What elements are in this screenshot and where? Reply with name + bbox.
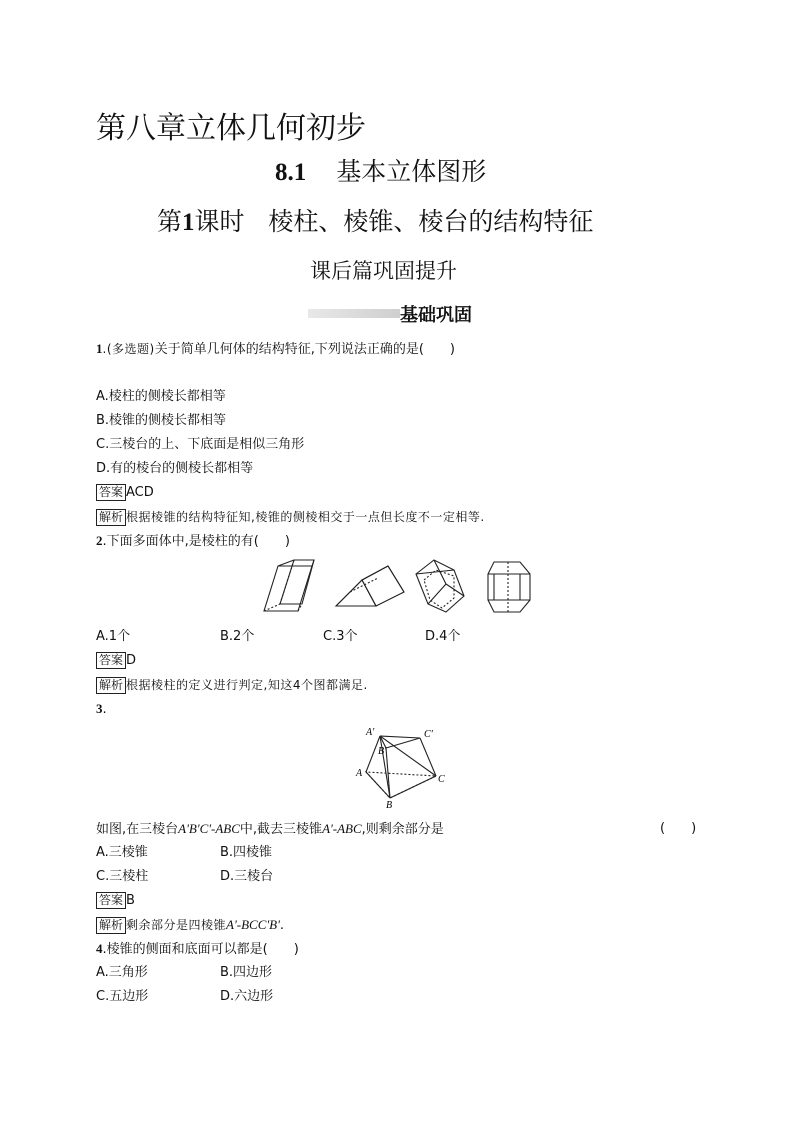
q4-text: .棱锥的侧面和底面可以都是( ) xyxy=(102,942,299,957)
triangular-prism-figure xyxy=(336,566,404,606)
q2-option-a: A.1个 xyxy=(96,629,131,644)
lesson-number: 1 xyxy=(182,209,195,236)
q1-analysis-text: 根据棱锥的结构特征知,棱锥的侧棱相交于一点但长度不一定相等. xyxy=(126,510,485,524)
q3-option-c: C.三棱柱 xyxy=(96,869,149,884)
q3-number-dot: . xyxy=(102,702,107,717)
chapter-title: 第八章立体几何初步 xyxy=(96,111,366,146)
q3-text-post: ,则剩余部分是 xyxy=(361,822,444,837)
q1-stem xyxy=(96,340,455,359)
q3-option-d: D.三棱台 xyxy=(220,869,274,884)
q2-answer xyxy=(96,652,136,670)
q3-analysis xyxy=(96,916,284,935)
lesson-prefix: 第 xyxy=(157,207,183,236)
q2-polyhedra-figures xyxy=(258,556,538,618)
q3-analysis-text: 剩余部分是四棱锥 xyxy=(126,918,227,932)
q3-pyramid-name: A'-ABC xyxy=(322,821,362,836)
q2-stem xyxy=(96,532,290,551)
answer-tag: 答案 xyxy=(96,484,126,501)
q1-option-b: B.棱锥的侧棱长都相等 xyxy=(96,413,227,428)
q1-option-d: D.有的棱台的侧棱长都相等 xyxy=(96,461,254,476)
q4-option-c: C.五边形 xyxy=(96,989,149,1004)
lesson-title xyxy=(157,202,593,238)
q1-type-tag: .(多选题) xyxy=(102,342,155,356)
q1-answer-value: ACD xyxy=(126,485,154,500)
section-name: 基本立体图形 xyxy=(336,157,487,186)
analysis-tag: 解析 xyxy=(96,917,126,934)
upright-hexagonal-prism-figure xyxy=(488,562,530,612)
q3-answer-value: B xyxy=(126,893,135,908)
section-title xyxy=(275,152,486,188)
q3-text-pre: 如图,在三棱台 xyxy=(96,822,179,837)
q1-option-a: A.棱柱的侧棱长都相等 xyxy=(96,389,226,404)
answer-tag: 答案 xyxy=(96,652,126,669)
q4-option-d: D.六边形 xyxy=(220,989,274,1004)
label-a: A xyxy=(356,768,363,779)
q3-option-b: B.四棱锥 xyxy=(220,845,273,860)
q3-analysis-end: . xyxy=(279,918,285,933)
q2-text: .下面多面体中,是棱柱的有( ) xyxy=(102,534,290,549)
q4-option-a: A.三角形 xyxy=(96,965,148,980)
q2-option-d: D.4个 xyxy=(425,629,461,644)
answer-tag: 答案 xyxy=(96,892,126,909)
q3-text-mid: 中,截去三棱锥 xyxy=(239,822,323,837)
q1-option-c: C.三棱台的上、下底面是相似三角形 xyxy=(96,437,305,452)
hexagonal-prism-figure xyxy=(416,560,464,612)
q2-option-c: C.3个 xyxy=(323,629,358,644)
q3-frustum-name: A'B'C'-ABC xyxy=(178,821,240,836)
q2-number: 2 xyxy=(96,533,103,548)
q2-analysis xyxy=(96,676,368,695)
q4-option-b: B.四边形 xyxy=(220,965,273,980)
q1-analysis xyxy=(96,508,485,527)
q3-analysis-math: A'-BCC'B' xyxy=(226,917,280,932)
q3-number: 3 xyxy=(96,701,103,716)
q3-paren: ( ) xyxy=(660,821,697,836)
q1-text: 关于简单几何体的结构特征,下列说法正确的是( ) xyxy=(154,342,455,357)
analysis-tag: 解析 xyxy=(96,677,126,694)
q2-analysis-text: 根据棱柱的定义进行判定,知这4个图都满足. xyxy=(126,678,368,692)
lesson-name: 棱柱、棱锥、棱台的结构特征 xyxy=(268,207,594,236)
q3-option-a: A.三棱锥 xyxy=(96,845,148,860)
subtitle: 课后篇巩固提升 xyxy=(310,259,457,283)
q3-number-line xyxy=(96,700,107,719)
q4-stem xyxy=(96,940,299,959)
slanted-prism-figure xyxy=(264,560,314,611)
heading-decoration-bar xyxy=(308,309,400,318)
analysis-tag: 解析 xyxy=(96,509,126,526)
q1-number: 1 xyxy=(96,341,103,356)
q2-answer-value: D xyxy=(126,653,137,668)
label-c: C xyxy=(438,774,445,785)
section-number: 8.1 xyxy=(275,159,307,186)
label-c-prime: C' xyxy=(424,729,433,740)
q3-stem xyxy=(96,820,444,839)
q3-frustum-figure xyxy=(344,724,454,810)
q4-number: 4 xyxy=(96,941,103,956)
q1-answer xyxy=(96,484,154,502)
label-a-prime: A' xyxy=(366,727,375,738)
q2-option-b: B.2个 xyxy=(220,629,255,644)
label-b: B xyxy=(386,800,393,810)
section-heading: 基础巩固 xyxy=(400,305,472,326)
q3-answer xyxy=(96,892,135,910)
lesson-suffix: 课时 xyxy=(194,207,245,236)
label-b-prime: B' xyxy=(378,746,387,757)
